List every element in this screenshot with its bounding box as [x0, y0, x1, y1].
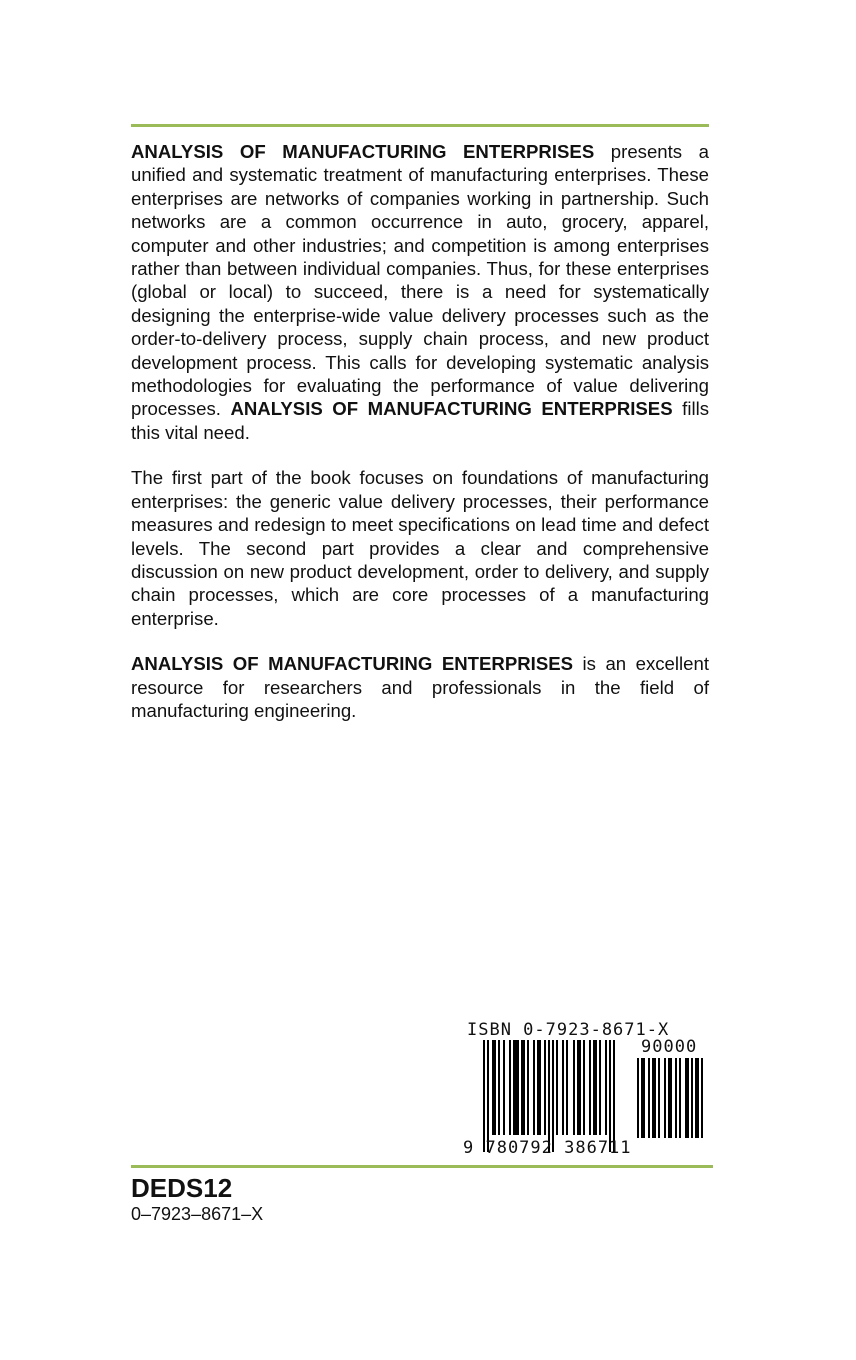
isbn-number: 0–7923–8671–X: [131, 1204, 264, 1224]
series-code: DEDS12: [131, 1173, 233, 1203]
paragraph-3: ANALYSIS OF MANUFACTURING ENTERPRISES is an excellent resource for researchers and professionals in the field of manufacturing engineering.: [131, 653, 710, 721]
title-bold: ANALYSIS OF MANUFACTURING ENTERPRISES: [131, 653, 574, 675]
addon-bars: [637, 1058, 703, 1138]
isbn-label: ISBN 0-7923-8671-X: [467, 1020, 670, 1040]
ean-digits: 9 780792 386711: [463, 1138, 632, 1158]
title-bold: ANALYSIS OF MANUFACTURING ENTERPRISES: [131, 141, 595, 162]
paragraph-1: ANALYSIS OF MANUFACTURING ENTERPRISES presents a unified and systematic treatment of manufacturing enterprises. These enterprises are networks of companies working in partnership. Such networks are a common occurrence in auto, grocery, apparel, computer and other industries; and competition is among enterprises rather than between individual companies. Thus, for these enterprises (global or local) to succeed, there is a need for systematically designing the enterprise-wide value delivery processes such as the order-to-delivery process, supply chain process, and new product development process. This calls for developing systematic analysis methodologies for evaluating the performance of value delivering processes. ANALYSIS OF MANUFACTURING ENTERPRISES fills this vital need.: [131, 141, 710, 443]
ean-bars: [483, 1040, 615, 1135]
back-cover-description: [131, 140, 709, 744]
paragraph-2: The first part of the book focuses on foundations of manufacturing enterprises: the generic value delivery processes, their performance measures and redesign to meet specifications on lead time and defect levels. The second part provides a clear and comprehensive discussion on new product development, order to delivery, and supply chain processes, which are core processes of a manufacturing enterprise.: [131, 467, 709, 629]
addon-digits: 90000: [641, 1037, 698, 1057]
top-green-rule: [131, 124, 709, 127]
bottom-green-rule: [131, 1165, 713, 1168]
title-bold: ANALYSIS OF MANUFACTURING ENTERPRISES: [230, 398, 673, 420]
